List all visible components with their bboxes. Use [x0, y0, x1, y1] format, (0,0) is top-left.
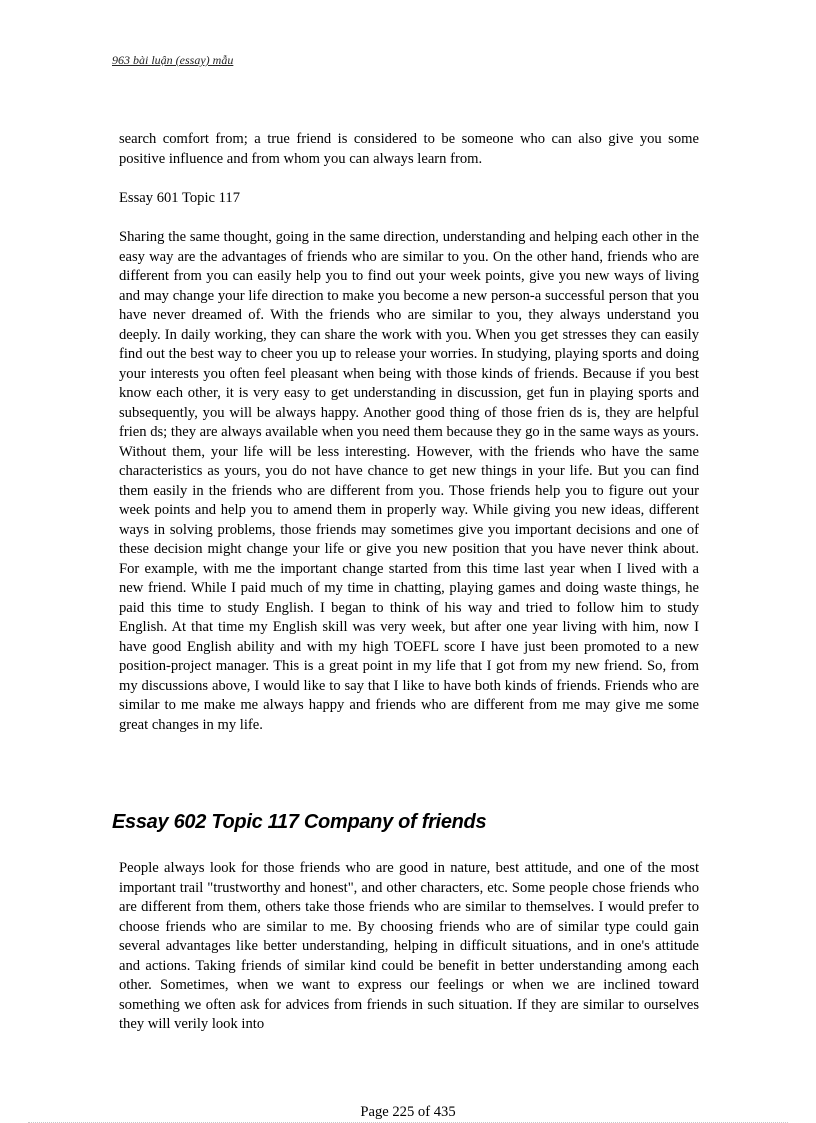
essay-601-heading: Essay 601 Topic 117: [119, 190, 240, 206]
intro-paragraph: search comfort from; a true friend is considered to be someone who can also give you some positive influence and from whom you can always learn from.: [119, 131, 699, 167]
running-header: 963 bài luận (essay) mẫu: [112, 53, 234, 67]
essay-602-heading: Essay 602 Topic 117 Company of friends: [112, 811, 487, 833]
essay-601-body: Sharing the same thought, going in the same direction, understanding and helping each other in the easy way are the advantages of friends who are similar to you. On the other hand, friends who are different from you can easily help you to find out your week points, give you new ways of living and may change your life direction to make you become a new person-a successful person that you have never dreamed of. With the friends who are similar to you, they always understand you deeply. In daily working, they can share the work with you. When you get stresses they can easily find out the best way to cheer you up to release your worries. In studying, playing sports and doing your interests you often feel pleasant when being with those kinds of friends. Because if you best know each other, it is very easy to get understanding in discussion, get fun in playing sports and subsequently, you will be always happy. Another good thing of those frien ds is, they are helpful frien ds; they are always available when you need them because they go in the same ways as yours. Without them, your life will be less interesting. However, with the friends who have the same characteristics as yours, you do not have chance to get new things in your life. But you can find them easily in the friends who are different from you. Those friends help you to figure out your week points and help you to amend them in properly way. While giving you new ideas, different ways in solving problems, those friends may sometimes give you important decisions and one of these decision might change your life or give you new position that you have never think about. For example, with me the important change started from this time last year when I lived with a new friend. While I paid much of my time in chatting, playing games and doing waste things, he paid this time to study English. I began to think of his way and tried to follow him to study English. At that time my English skill was very week, but after one year living with him, now I have good English ability and with my high TOEFL score I have just been promoted to a new position-project manager. This is a great point in my life that I got from my new friend. So, from my discussions above, I would like to say that I like to have both kinds of friends. Friends who are similar to me make me always happy and friends who are different from me may give me some great changes in my life.: [119, 229, 699, 733]
page-number-label: Page 225 of 435: [360, 1104, 456, 1120]
essay-602-body: People always look for those friends who are good in nature, best attitude, and one of the most important trail "trustworthy and honest", and other characters, etc. Some people chose friends who are different from them, others take those friends who are similar to themselves. I would prefer to choose friends who are similar to me. By choosing friends who are of similar type could gain several advantages like better understanding, helping in difficult situations, and in one's attitude and actions. Taking friends of similar kind could be benefit in better understanding among each other. Sometimes, when we want to express our feelings or when we are inclined toward something we often ask for advices from friends in such situation. If they are similar to ourselves they will verily look into: [119, 860, 699, 1032]
page-number-footer: [0, 1104, 816, 1121]
